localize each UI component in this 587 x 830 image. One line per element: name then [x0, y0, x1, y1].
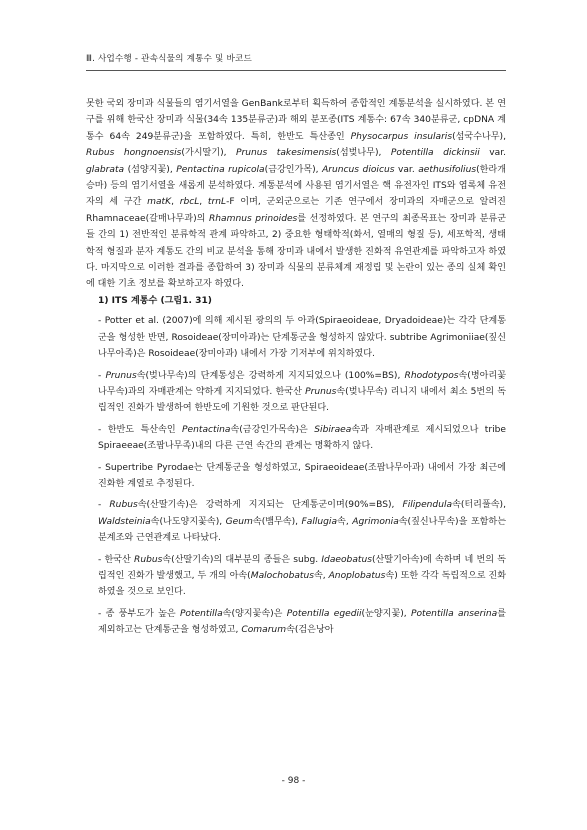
- text-run: (섬양지꽃),: [124, 164, 177, 175]
- text-run: 속(산딸기속)은 강력하게 지지되는 단계통군이며(90%=BS),: [137, 500, 403, 511]
- scientific-name: Rubus: [134, 554, 163, 565]
- text-run: 속(금강인가목속)은: [230, 424, 315, 435]
- text-run: 못한 국외 장미과 식물들의 염기서열을 GenBank로부터 획득하여 종합적인 계통분석을 실시하였다. 본 연구를 위해 한국산 장미과 식물(34속 135분류군)과 해외 분포종(ITS 계통수: 67속 340분류군, cpDNA 계통수 64속 249분류군)을 포함하였다. 특히, 한반도 특산종인: [86, 99, 506, 142]
- scientific-name: Filipendula: [402, 500, 453, 511]
- scientific-name: Anoplobatus: [328, 570, 386, 581]
- text-run: 속(검은낭아: [286, 625, 334, 636]
- text-run: var.: [394, 164, 419, 175]
- text-run: 속(병아리꽃나무속)과의 자매관계는 약하게 지지되었다. 한국산: [98, 370, 506, 397]
- text-run: - Potter et al. (2007)에 의해 제시된 광의의 두 아과(Spiraeoideae, Dryadoideae)는 각각 단계통군을 형성한 반면, Rosoideae(장미아과)는 단계통군을 형성하지 않았다. subtribe Agrimoniiae(짚신나무아족)은 Rosoideae(장미아과) 내에서 가장 기저부에 위치하였다.: [98, 316, 506, 360]
- text-run: 속(벚나무속)의 단계통성은 강력하게 지지되었으나 (100%=BS),: [136, 370, 405, 381]
- text-run: - 한국산: [98, 554, 135, 565]
- result-item: [86, 460, 506, 493]
- text-run: - 한반도 특산속인: [98, 424, 183, 435]
- scientific-name: Comarum: [241, 625, 287, 636]
- scientific-name: Geum: [225, 516, 253, 527]
- text-run: 속(뱀무속),: [252, 516, 302, 527]
- result-item: [86, 313, 506, 362]
- scientific-name: Potentilla anserina: [410, 608, 498, 619]
- text-run: ,: [171, 197, 180, 208]
- scientific-name: aethusifolius: [418, 164, 477, 175]
- text-run: (섬벚나무),: [336, 148, 391, 159]
- text-run: - Supertribe Pyrodae는 단계통군을 형성하였고, Spiraeoideae(조팝나무아과) 내에서 가장 최근에 진화한 계열로 추정된다.: [98, 462, 506, 489]
- text-run: (금강인가목),: [264, 164, 323, 175]
- text-run: 를 제외하고는 단계통군을 형성하였고,: [98, 608, 507, 636]
- text-run: (눈양지꽃),: [361, 608, 411, 619]
- header-divider: [86, 70, 506, 71]
- text-run: (한라개승마) 등의 염기서열을 새롭게 분석하였다. 계통분석에 사용된 염기서열은 핵 유전자인 ITS와 엽록체 유전자의 세 구간: [86, 164, 506, 208]
- page-number: - 98 -: [281, 776, 306, 786]
- text-run: var.: [479, 148, 509, 159]
- scientific-name: Prunus takesimensis: [236, 148, 337, 159]
- scientific-name: Malochobatus: [250, 570, 314, 581]
- scientific-name: Aruncus dioicus: [322, 164, 395, 175]
- scientific-name: Agrimonia: [352, 516, 399, 527]
- text-run: -F 이며, 군외군으로는 기존 연구에서 장미과의 자매군으로 알려진 Rhamnaceae(갈매나무과)의: [86, 197, 509, 224]
- scientific-name: Rubus: [109, 500, 138, 511]
- text-run: (가시딸기),: [181, 148, 237, 159]
- text-run: ,: [199, 197, 208, 208]
- result-item: [86, 422, 506, 455]
- scientific-name: Potentilla egedii: [286, 608, 362, 619]
- text-run: 속과 자매관계로 제시되었으나 tribe Spiraeeae(조팝나무족)내의 다른 근연 속간의 관계는 명확하지 않다.: [98, 424, 507, 452]
- text-run: 속(터리풀속),: [452, 500, 506, 511]
- text-run: - 종 풍부도가 높은: [98, 608, 180, 619]
- scientific-name: matK: [147, 197, 172, 208]
- scientific-name: Fallugia: [301, 516, 338, 527]
- text-run: -: [98, 370, 106, 381]
- scientific-name: rbcL: [179, 197, 200, 208]
- intro-paragraph: [86, 96, 509, 293]
- text-run: 속,: [313, 570, 329, 581]
- scientific-name: Prunus: [105, 370, 137, 381]
- text-run: 속(나도양지꽃속),: [150, 516, 226, 527]
- text-run: -: [98, 500, 110, 511]
- text-run: 속) 또한 각각 독립적으로 진화하였을 것으로 보인다.: [98, 570, 506, 598]
- result-item: [86, 606, 506, 639]
- result-item: [86, 368, 506, 417]
- scientific-name: Waldsteinia: [98, 516, 151, 527]
- text-run: 속,: [337, 516, 353, 527]
- section-heading: 1) ITS 계통수 (그림1. 31): [98, 295, 212, 306]
- text-run: 속(짚신나무속)을 포함하는 분계조와 근연관계로 나타났다.: [98, 516, 506, 544]
- scientific-name: trnL: [207, 197, 227, 208]
- text-run: 를 선정하였다. 본 연구의 최종목표는 장미과 분류군들 간의 1) 전반적인 분류학적 관계 파악하고, 2) 중요한 형태학적(화서, 열매의 형질 등), 세포학적, 생태학적 형질과 분자 계통도 간의 비교 분석을 통해 장미과 내에서 발생한 진화적 유연관계를 파악하고자 하였다. 마지막으로 이러한 결과를 종합하여 3) 장미과 식물의 분류체계 재정립 및 논란이 있는 종의 실체 확인에 대한 기초 정보를 확보하고자 하였다.: [86, 213, 506, 290]
- scientific-name: Rhodotypos: [404, 370, 459, 381]
- scientific-name: Sibiraea: [314, 424, 352, 435]
- text-run: 속(양지꽃속)은: [222, 608, 287, 619]
- scientific-name: Physocarpus insularis: [350, 131, 453, 142]
- text-run: (산딸기아속)에 속하며 네 번의 독립적인 진화가 발생했고, 두 개의 아속(: [98, 554, 507, 581]
- scientific-name: glabrata: [86, 164, 125, 175]
- scientific-name: Potentilla dickinsii: [390, 148, 480, 159]
- text-run: 속(산딸기속)의 대부분의 종들은 subg.: [162, 554, 322, 565]
- scientific-name: Rubus hongnoensis: [86, 148, 182, 159]
- scientific-name: Potentilla: [179, 608, 223, 619]
- running-header: Ⅲ. 사업수행 - 관속식물의 계통수 및 바코드: [86, 54, 252, 64]
- scientific-name: Pentactina: [182, 424, 231, 435]
- scientific-name: Idaeobatus: [321, 554, 372, 565]
- result-item: [86, 497, 506, 546]
- text-run: 속(벚나무속) 리니지 내에서 최소 5번의 독립적인 진화가 발생하여 한반도에 기원한 것으로 판단된다.: [98, 386, 506, 414]
- text-run: (섬국수나무),: [452, 131, 509, 142]
- scientific-name: Prunus: [305, 386, 337, 397]
- scientific-name: Pentactina rupicola: [176, 164, 265, 175]
- scientific-name: Rhamnus prinoides: [208, 213, 298, 224]
- result-item: [86, 552, 506, 601]
- result-list: [86, 313, 506, 638]
- document-body: [86, 96, 509, 639]
